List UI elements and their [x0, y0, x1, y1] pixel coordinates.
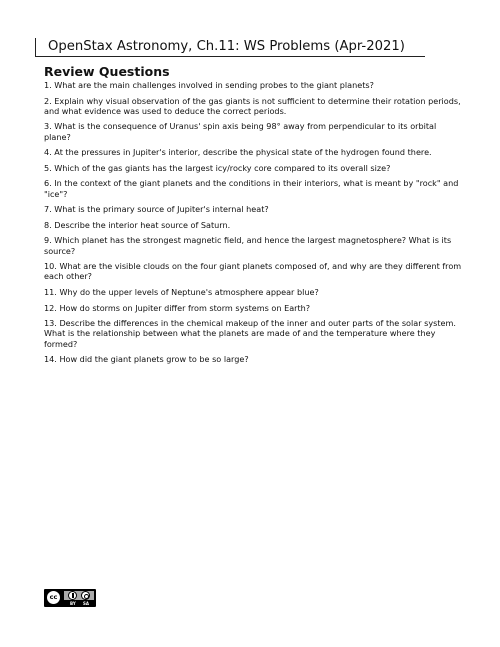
question-item: 5. Which of the gas giants has the largest icy/rocky core compared to its overall size?: [44, 162, 391, 173]
question-item: 1. What are the main challenges involved in sending probes to the giant planets?: [44, 80, 374, 90]
question-item: 9. Which planet has the strongest magnetic field, and hence the largest magnetosphere? What is its source?: [44, 235, 452, 256]
badge-by-label: BY: [70, 600, 76, 606]
question-item: 2. Explain why visual observation of the gas giants is not sufficient to determine their rotation periods, and what evidence was used to deduce the correct periods.: [44, 95, 461, 116]
question-item: 10. What are the visible clouds on the four giant planets composed of, and why are they different from each other?: [44, 261, 462, 282]
question-item: 12. How do storms on Jupiter differ from storm systems on Earth?: [44, 302, 311, 313]
attribution-icon: [68, 591, 77, 600]
question-item: 14. How did the giant planets grow to be so large?: [44, 354, 249, 365]
question-item: 13. Describe the differences in the chemical makeup of the inner and outer parts of the solar system. What is the relationship between what the planets are made of and the temperature where they formed?: [44, 318, 456, 349]
share-alike-icon: [81, 591, 90, 600]
document-title: OpenStax Astronomy, Ch.11: WS Problems (Apr-2021): [48, 39, 405, 54]
question-item: 8. Describe the interior heat source of Saturn.: [44, 219, 231, 230]
question-item: 3. What is the consequence of Uranus' spin axis being 98° away from perpendicular to its orbital plane?: [44, 121, 437, 142]
question-item: 11. Why do the upper levels of Neptune's atmosphere appear blue?: [44, 286, 319, 297]
question-item: 7. What is the primary source of Jupiter's internal heat?: [44, 204, 269, 215]
question-list: [44, 80, 464, 370]
cc-logo-icon: [46, 590, 61, 605]
document-header: [35, 38, 425, 57]
cc-logo-text: cc: [49, 593, 58, 601]
question-item: 4. At the pressures in Jupiter's interior, describe the physical state of the hydrogen found there.: [44, 147, 432, 158]
badge-sa-label: SA: [83, 600, 89, 606]
section-heading: Review Questions: [44, 64, 170, 79]
question-item: 6. In the context of the giant planets and the conditions in their interiors, what is meant by "rock" and "ice"?: [44, 178, 459, 199]
creative-commons-by-sa-icon: [44, 589, 96, 607]
